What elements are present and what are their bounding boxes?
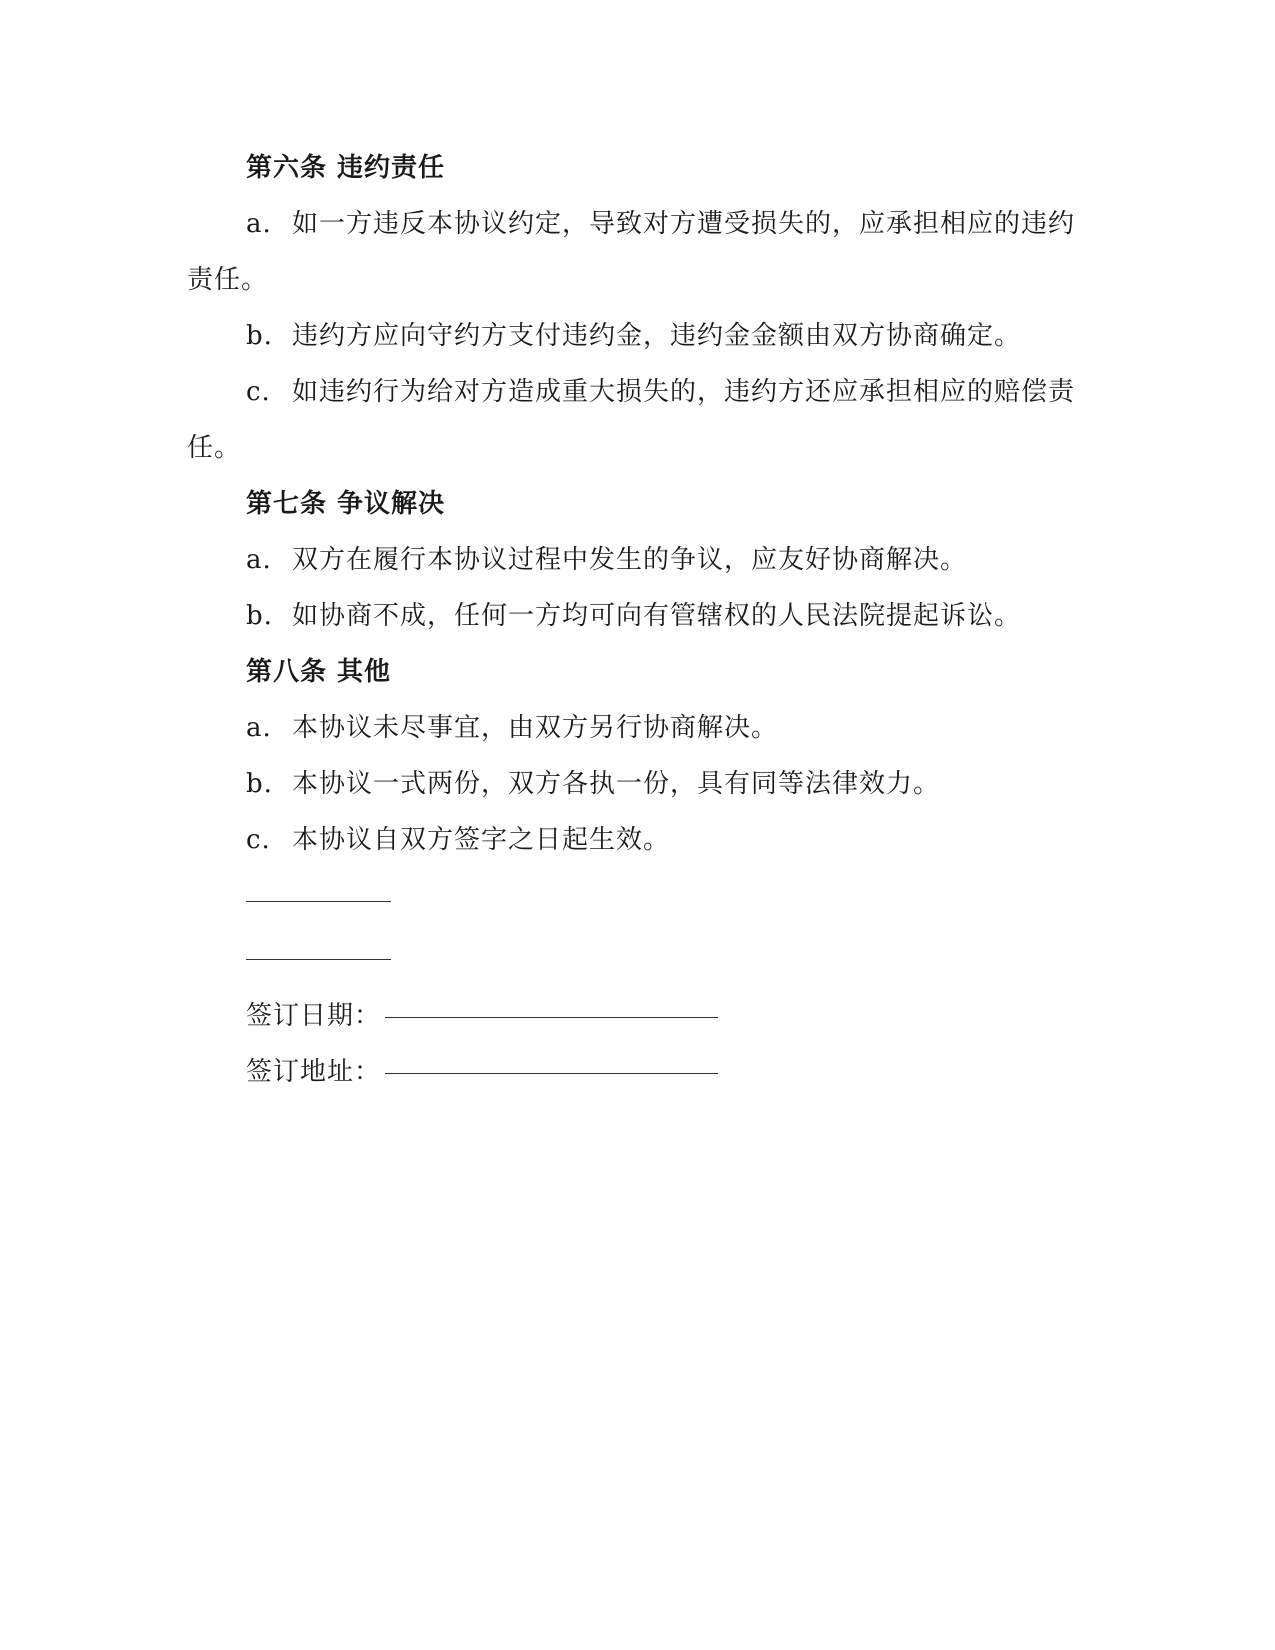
clause-text: 如违约行为给对方造成重大损失的，违约方还应承担相应的赔偿责任。 bbox=[187, 377, 1076, 463]
clause-marker: a. bbox=[246, 545, 272, 575]
clause-6a bbox=[187, 196, 1087, 308]
clause-6b bbox=[187, 308, 1087, 364]
clause-6c bbox=[187, 364, 1087, 476]
clause-8c bbox=[187, 812, 1087, 868]
clause-marker: b. bbox=[246, 769, 273, 799]
signing-address-field bbox=[246, 1044, 1087, 1100]
section-heading-6: 第六条 违约责任 bbox=[246, 153, 446, 183]
clause-7b bbox=[187, 588, 1087, 644]
signing-address-blank bbox=[385, 1072, 718, 1074]
signing-address-label: 签订地址： bbox=[246, 1057, 382, 1087]
clause-8b bbox=[187, 756, 1087, 812]
clause-text: 违约方应向守约方支付违约金，违约金金额由双方协商确定。 bbox=[292, 321, 1022, 351]
clause-text: 如一方违反本协议约定，导致对方遭受损失的，应承担相应的违约责任。 bbox=[187, 209, 1076, 295]
clause-text: 本协议一式两份，双方各执一份，具有同等法律效力。 bbox=[292, 769, 941, 799]
section-heading-8: 第八条 其他 bbox=[246, 657, 392, 687]
clause-marker: a. bbox=[246, 713, 272, 743]
clause-text: 双方在履行本协议过程中发生的争议，应友好协商解决。 bbox=[292, 545, 968, 575]
clause-8a bbox=[187, 700, 1087, 756]
document-body bbox=[187, 140, 1087, 1100]
clause-marker: b. bbox=[246, 601, 273, 631]
section-heading-7: 第七条 争议解决 bbox=[246, 489, 446, 519]
party-b-signature-line bbox=[246, 958, 391, 960]
party-a-signature-line bbox=[246, 900, 391, 902]
clause-marker: b. bbox=[246, 321, 273, 351]
clause-marker: c. bbox=[246, 377, 271, 407]
clause-7a bbox=[187, 532, 1087, 588]
signing-date-blank bbox=[385, 1016, 718, 1018]
clause-text: 如协商不成，任何一方均可向有管辖权的人民法院提起诉讼。 bbox=[292, 601, 1022, 631]
clause-marker: c. bbox=[246, 825, 271, 855]
clause-text: 本协议自双方签字之日起生效。 bbox=[292, 825, 671, 855]
clause-marker: a. bbox=[246, 209, 272, 239]
signing-date-label: 签订日期： bbox=[246, 1001, 382, 1031]
clause-text: 本协议未尽事宜，由双方另行协商解决。 bbox=[292, 713, 779, 743]
signing-date-field bbox=[246, 988, 1087, 1044]
